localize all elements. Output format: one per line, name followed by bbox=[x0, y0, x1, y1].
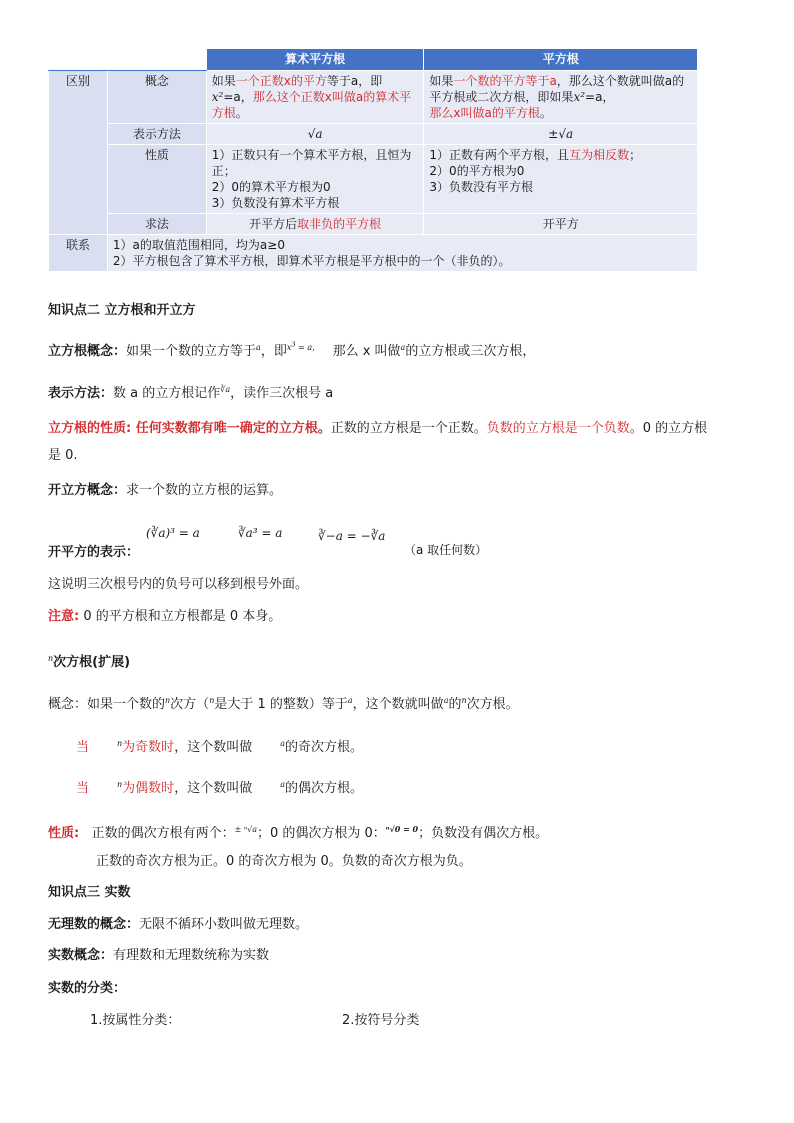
text: ，读作三次根号 a bbox=[230, 386, 334, 401]
row-label-method: 求法 bbox=[107, 214, 206, 235]
math-nth-root-zero: ⁿ√0 = 0 bbox=[385, 824, 419, 834]
notation-square-cell bbox=[424, 124, 698, 145]
classification-by-sign: 2.按符号分类 bbox=[342, 1013, 420, 1028]
explanation-text: 这说明三次根号内的负号可以移到根号外面。 bbox=[48, 577, 309, 592]
cube-root-operation bbox=[48, 479, 282, 498]
method-square-cell: 开平方 bbox=[424, 214, 698, 235]
odd-root-line bbox=[76, 736, 363, 755]
cube-root-representation bbox=[48, 541, 139, 560]
relation-cell bbox=[107, 235, 697, 272]
notation-arith-cell bbox=[206, 124, 424, 145]
math-a: a bbox=[347, 696, 353, 705]
formula-cube-of-root: (∛a)³ = a bbox=[146, 526, 200, 540]
text: ；0 的偶次方根为 0： bbox=[256, 826, 386, 841]
any-a-note: （a 取任何数） bbox=[404, 543, 488, 557]
text: 开平方后 bbox=[249, 217, 298, 231]
text: 等于a，即 bbox=[326, 74, 383, 88]
math-a: a bbox=[443, 696, 449, 705]
row-label-concept: 概念 bbox=[107, 71, 206, 124]
header-empty bbox=[107, 49, 206, 71]
section-title-nth-root bbox=[48, 651, 130, 670]
text-red: 互为相反数 bbox=[569, 148, 630, 162]
text: 。 bbox=[539, 106, 552, 120]
text: 的立方根或三次方根， bbox=[405, 344, 536, 359]
label: 开立方概念： bbox=[48, 483, 127, 498]
table-row bbox=[49, 214, 698, 235]
text: 1）正数有两个平方根，且 bbox=[429, 148, 570, 162]
text: ，那么这个数就叫做a的平方根或二次方根，即如果 bbox=[429, 74, 685, 104]
math-sqrt-a: √a bbox=[307, 127, 323, 141]
note-line bbox=[48, 605, 281, 624]
text: 1）正数只有一个算术平方根，且恒为正； bbox=[211, 148, 412, 178]
text: 。 bbox=[235, 106, 248, 120]
cube-root-notation bbox=[48, 382, 333, 401]
text: 正数的立方根是一个正数。 bbox=[330, 421, 487, 436]
text: ，这个数叫做 bbox=[174, 781, 253, 796]
method-arith-cell bbox=[206, 214, 424, 235]
section-title-real-numbers: 知识点三 实数 bbox=[48, 885, 131, 900]
text: 那么 x 叫做 bbox=[332, 344, 401, 359]
math-cube-root-a: ∛a bbox=[220, 385, 231, 394]
label-red: 性质: bbox=[48, 826, 80, 841]
classification-by-attribute: 1.按属性分类： bbox=[90, 1013, 181, 1028]
formula-root-of-cube: ∛a³ = a bbox=[238, 526, 283, 540]
property-arith-cell bbox=[206, 145, 424, 214]
text-red: 为奇数时 bbox=[122, 740, 175, 755]
text: 如果 bbox=[211, 74, 236, 88]
text: 如果一个数的立方等于 bbox=[126, 344, 257, 359]
text: ，即 bbox=[260, 344, 287, 359]
text: 次方（ bbox=[170, 697, 210, 712]
row-label-notation: 表示方法 bbox=[107, 124, 206, 145]
nth-root-property-odd: 正数的奇次方根为正。0 的奇次方根为 0。负数的奇次方根为负。 bbox=[96, 854, 472, 869]
cube-root-concept bbox=[48, 340, 535, 359]
label: 立方根概念： bbox=[48, 344, 127, 359]
text: 2）0的算术平方根为0 bbox=[211, 180, 331, 194]
math-x2: x² bbox=[211, 90, 224, 104]
math-x2: x² bbox=[573, 90, 586, 104]
text-red: 那么x叫做a的平方根 bbox=[429, 106, 540, 120]
text-red: 为偶数时 bbox=[122, 781, 175, 796]
math-pm-nth-root: ± ⁿ√a bbox=[234, 825, 257, 834]
text: ；负数没有偶次方根。 bbox=[418, 826, 549, 841]
text: 的奇次方根。 bbox=[284, 740, 363, 755]
math-n: n bbox=[209, 696, 215, 705]
text: 求一个数的立方根的运算。 bbox=[126, 483, 283, 498]
property-square-cell bbox=[424, 145, 698, 214]
concept-arith-cell bbox=[206, 71, 424, 124]
irrational-concept bbox=[48, 913, 308, 932]
text: ，这个数就叫做 bbox=[352, 697, 444, 712]
math-n: n bbox=[461, 696, 467, 705]
label: 开平方的表示： bbox=[48, 545, 140, 560]
text: 2）平方根包含了算术平方根，即算术平方根是平方根中的一个（非负的）。 bbox=[112, 254, 511, 268]
text: 数 a 的立方根记作 bbox=[113, 386, 221, 401]
table-row bbox=[49, 71, 698, 124]
text-red: 取非负的平方根 bbox=[297, 217, 382, 231]
table-row bbox=[49, 124, 698, 145]
table-row bbox=[49, 145, 698, 214]
math-pm-sqrt-a: ±√a bbox=[548, 127, 574, 141]
text: 次方根。 bbox=[466, 697, 519, 712]
text: 0 的平方根和立方根都是 0 本身。 bbox=[79, 609, 282, 624]
table-header-row bbox=[49, 49, 698, 71]
row-label-relation: 联系 bbox=[49, 235, 108, 272]
row-label-property: 性质 bbox=[107, 145, 206, 214]
text-red: 当 bbox=[76, 781, 90, 796]
concept-square-cell bbox=[424, 71, 698, 124]
cube-root-property bbox=[48, 415, 748, 469]
text: 的偶次方根。 bbox=[284, 781, 363, 796]
text-red: 一个数的平方等于a bbox=[453, 74, 557, 88]
text-red: 当 bbox=[76, 740, 90, 755]
text-red: 负数的立方根是一个负数 bbox=[486, 421, 630, 436]
text: 3）负数没有算术平方根 bbox=[211, 196, 340, 210]
text: 3）负数没有平方根 bbox=[429, 180, 534, 194]
text: 如果 bbox=[429, 74, 454, 88]
text: ； bbox=[629, 148, 642, 162]
label: 实数概念： bbox=[48, 948, 114, 963]
math-n: n bbox=[117, 739, 123, 748]
text: =a， bbox=[223, 90, 253, 104]
text: 2）0的平方根为0 bbox=[429, 164, 525, 178]
text-red: 那么这个正数x叫做a的算术平方根 bbox=[211, 90, 412, 120]
even-root-line bbox=[76, 777, 363, 796]
math-n: n bbox=[117, 780, 123, 789]
math-n: n bbox=[48, 654, 54, 663]
real-concept bbox=[48, 944, 269, 963]
text-red: 一个正数x的平方 bbox=[235, 74, 327, 88]
header-square-root: 平方根 bbox=[424, 49, 698, 71]
header-arithmetic-root: 算术平方根 bbox=[206, 49, 424, 71]
math-n: n bbox=[165, 696, 171, 705]
text: 的 bbox=[448, 697, 462, 712]
text: 无限不循环小数叫做无理数。 bbox=[139, 917, 309, 932]
label: 无理数的概念： bbox=[48, 917, 140, 932]
text: ，这个数叫做 bbox=[174, 740, 253, 755]
label: 表示方法： bbox=[48, 386, 114, 401]
math-a: a bbox=[280, 780, 285, 789]
math-a: a bbox=[256, 343, 261, 352]
text: =a， bbox=[585, 90, 615, 104]
text: 次方根(扩展) bbox=[53, 655, 131, 670]
math-a: a bbox=[400, 343, 406, 352]
comparison-table bbox=[48, 48, 698, 272]
text: 是 0. bbox=[48, 448, 78, 463]
math-exp: 3 bbox=[291, 340, 296, 349]
formula-negative-root: ∛−a = −∛a bbox=[318, 529, 386, 543]
math-eq: = a， bbox=[295, 343, 321, 352]
section-title-cube-root: 知识点二 立方根和开立方 bbox=[48, 303, 196, 318]
text: 有理数和无理数统称为实数 bbox=[113, 948, 270, 963]
math-x3 bbox=[286, 340, 321, 352]
text: 。0 的立方根 bbox=[629, 421, 708, 436]
text: 概念：如果一个数的 bbox=[48, 697, 166, 712]
text: 1）a的取值范围相同，均为a≥0 bbox=[112, 238, 285, 252]
header-empty bbox=[49, 49, 108, 71]
math-a: a bbox=[280, 739, 285, 748]
text-red: 立方根的性质: 任何实数都有唯一确定的立方根。 bbox=[48, 421, 331, 436]
row-label-difference: 区别 bbox=[49, 71, 108, 235]
real-classification-label: 实数的分类： bbox=[48, 981, 127, 996]
math-x: x bbox=[286, 343, 292, 352]
nth-root-concept bbox=[48, 693, 519, 712]
table-row bbox=[49, 235, 698, 272]
label-red: 注意: bbox=[48, 609, 80, 624]
text: 是大于 1 的整数）等于 bbox=[214, 697, 348, 712]
nth-root-property bbox=[48, 822, 548, 841]
text: 正数的偶次方根有两个： bbox=[91, 826, 235, 841]
